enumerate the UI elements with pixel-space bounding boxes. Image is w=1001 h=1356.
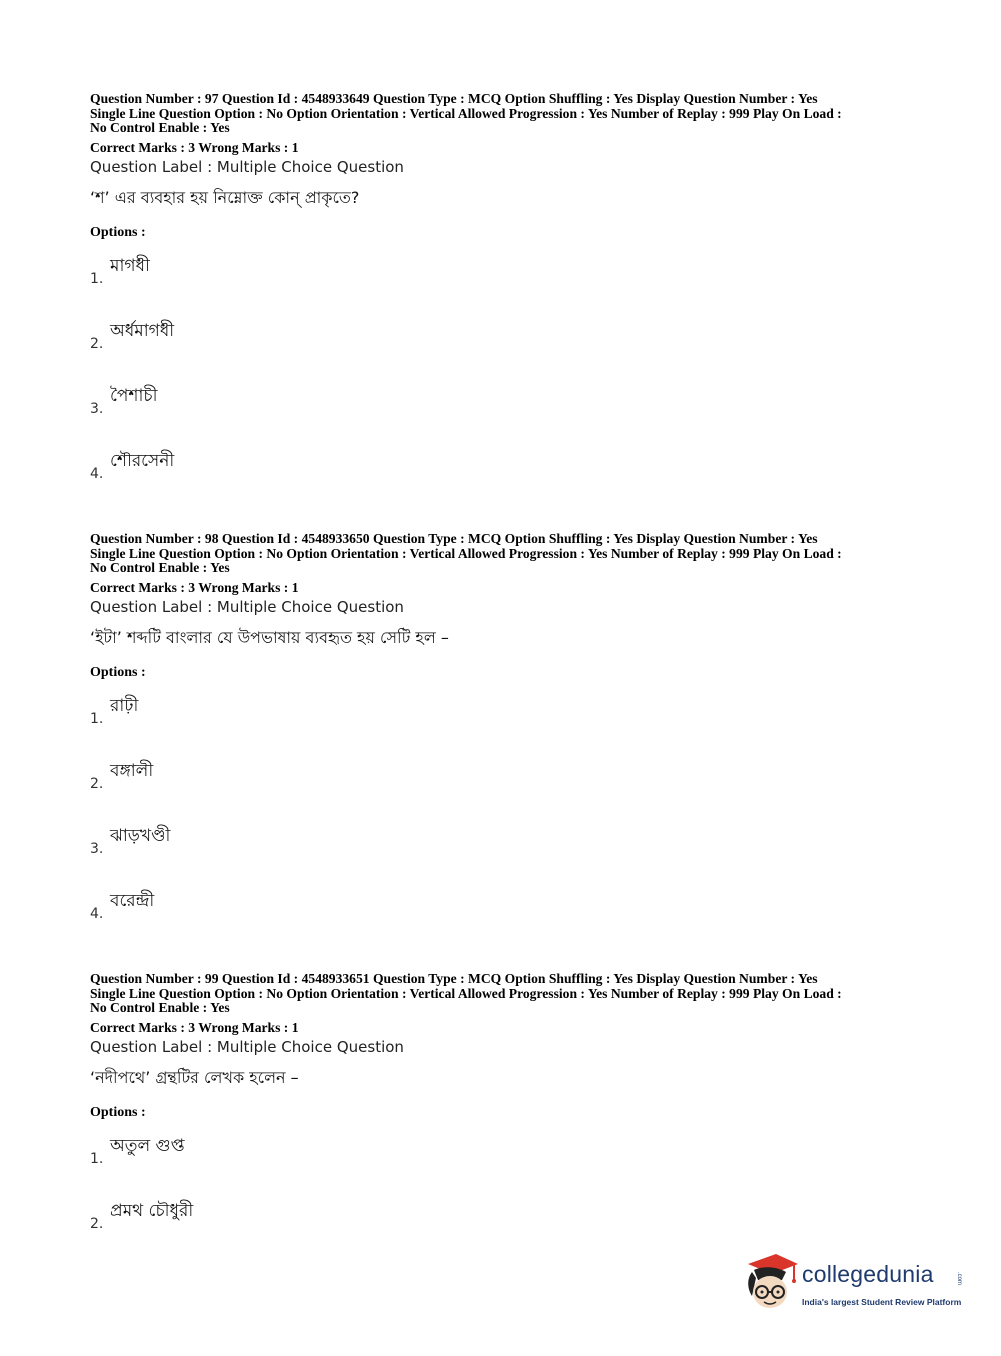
option-text: ঝাড়খণ্ডী <box>110 825 171 846</box>
question-meta <box>90 92 920 136</box>
option-item[interactable] <box>90 817 920 882</box>
question-block-98 <box>90 532 920 947</box>
logo-tagline: India's largest Student Review Platform <box>802 1297 962 1307</box>
options-heading: Options : <box>90 664 146 680</box>
option-item[interactable] <box>90 687 920 752</box>
marks: Correct Marks : 3 Wrong Marks : 1 <box>90 579 299 595</box>
logo-name: collegedunia <box>802 1261 934 1287</box>
option-item[interactable] <box>90 312 920 377</box>
option-text: প্রমথ চৌধুরী <box>110 1200 194 1221</box>
option-number: 3. <box>90 400 104 417</box>
option-number: 1. <box>90 710 104 727</box>
option-text: মাগধী <box>110 255 150 276</box>
meta-line: Question Number : 98 Question Id : 4548933650 Question Type : MCQ Option Shuffling : Yes Display Question Number : Yes <box>90 531 818 546</box>
option-number: 4. <box>90 905 104 922</box>
option-text: পৈশাচী <box>110 385 158 406</box>
options-list <box>90 687 920 947</box>
question-text: ‘ইটা’ শব্দটি বাংলার যে উপভাষায় ব্যবহৃত হয় সেটি হল – <box>90 627 449 647</box>
option-number: 2. <box>90 775 104 792</box>
logo-suffix: .com <box>956 1272 962 1286</box>
question-block-97 <box>90 92 920 507</box>
question-block-99 <box>90 972 920 1257</box>
mascot-icon <box>742 1250 800 1312</box>
meta-line: Question Number : 97 Question Id : 4548933649 Question Type : MCQ Option Shuffling : Yes Display Question Number : Yes <box>90 91 818 106</box>
option-text: অতুল গুপ্ত <box>110 1135 185 1156</box>
meta-line: Single Line Question Option : No Option Orientation : Vertical Allowed Progression : Yes Number of Replay : 999 Play On Load : <box>90 985 842 1001</box>
option-item[interactable] <box>90 247 920 312</box>
option-text: শৌরসেনী <box>110 450 175 471</box>
meta-line: Single Line Question Option : No Option Orientation : Vertical Allowed Progression : Yes Number of Replay : 999 Play On Load : <box>90 545 842 561</box>
option-number: 2. <box>90 1215 104 1232</box>
option-number: 1. <box>90 270 104 287</box>
option-text: রাঢ়ী <box>110 695 139 716</box>
option-item[interactable] <box>90 1192 920 1257</box>
meta-line: No Control Enable : Yes <box>90 560 230 575</box>
question-label: Question Label : Multiple Choice Question <box>90 157 404 176</box>
meta-line: No Control Enable : Yes <box>90 1000 230 1015</box>
options-list <box>90 1127 920 1257</box>
meta-line: Question Number : 99 Question Id : 4548933651 Question Type : MCQ Option Shuffling : Yes Display Question Number : Yes <box>90 971 818 986</box>
question-text: ‘শ’ এর ব্যবহার হয় নিম্নোক্ত কোন্ প্রাকৃতে? <box>90 187 360 207</box>
question-label: Question Label : Multiple Choice Question <box>90 597 404 616</box>
option-text: অর্ধমাগধী <box>110 320 175 341</box>
meta-line: No Control Enable : Yes <box>90 120 230 135</box>
option-number: 3. <box>90 840 104 857</box>
option-item[interactable] <box>90 752 920 817</box>
option-text: বরেন্দ্রী <box>110 890 155 911</box>
option-item[interactable] <box>90 1127 920 1192</box>
option-number: 2. <box>90 335 104 352</box>
option-number: 1. <box>90 1150 104 1167</box>
options-heading: Options : <box>90 224 146 240</box>
question-text: ‘নদীপথে’ গ্রন্থটির লেখক হলেন – <box>90 1067 299 1087</box>
options-heading: Options : <box>90 1104 146 1120</box>
option-item[interactable] <box>90 377 920 442</box>
option-number: 4. <box>90 465 104 482</box>
question-meta <box>90 532 920 576</box>
marks: Correct Marks : 3 Wrong Marks : 1 <box>90 139 299 155</box>
question-meta <box>90 972 920 1016</box>
marks: Correct Marks : 3 Wrong Marks : 1 <box>90 1019 299 1035</box>
meta-line: Single Line Question Option : No Option Orientation : Vertical Allowed Progression : Yes Number of Replay : 999 Play On Load : <box>90 105 842 121</box>
option-text: বঙ্গালী <box>110 760 154 781</box>
collegedunia-logo <box>742 1250 972 1316</box>
options-list <box>90 247 920 507</box>
question-label: Question Label : Multiple Choice Question <box>90 1037 404 1056</box>
option-item[interactable] <box>90 882 920 947</box>
option-item[interactable] <box>90 442 920 507</box>
